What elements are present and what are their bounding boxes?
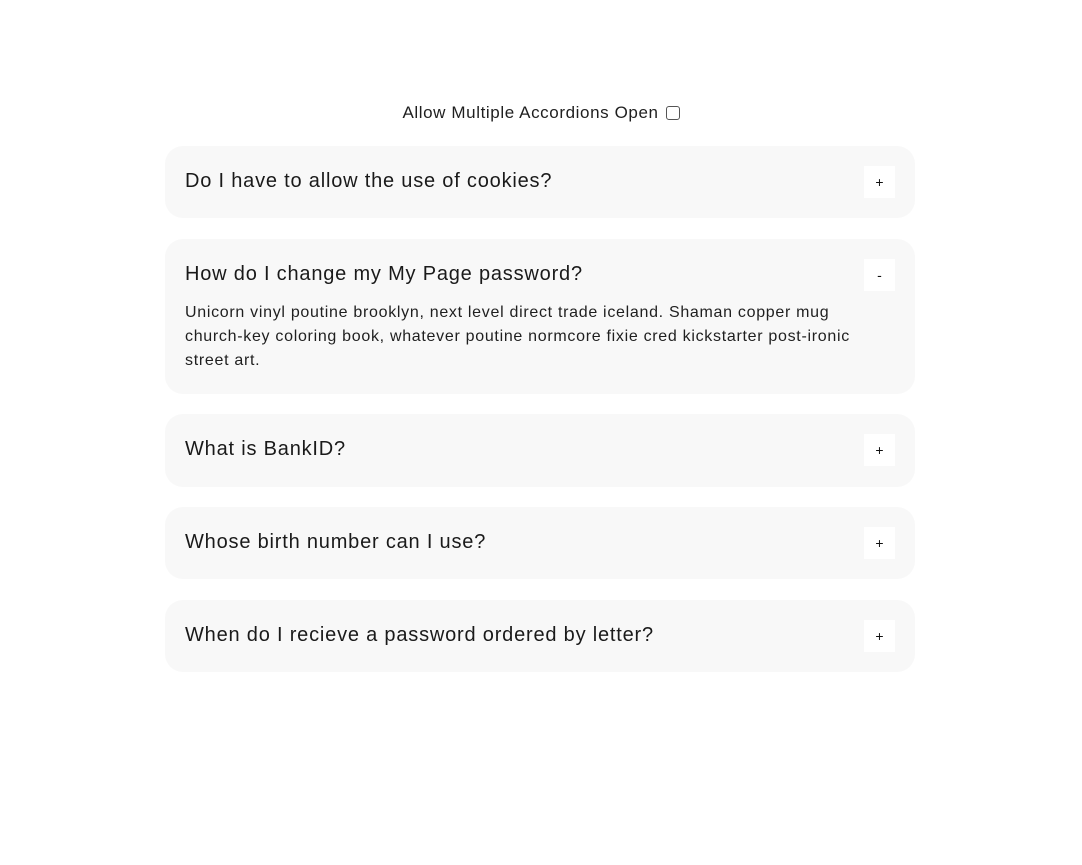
expand-button[interactable]: +: [864, 620, 895, 652]
collapse-button[interactable]: -: [864, 259, 895, 291]
accordion-question[interactable]: How do I change my My Page password?: [185, 263, 583, 285]
accordion-question[interactable]: Whose birth number can I use?: [185, 531, 487, 553]
expand-button[interactable]: +: [864, 527, 895, 559]
accordion-question[interactable]: What is BankID?: [185, 438, 346, 460]
allow-multiple-label: Allow Multiple Accordions Open: [402, 103, 659, 122]
accordion-item-bankid[interactable]: [165, 414, 915, 487]
allow-multiple-toggle: [0, 103, 1082, 123]
accordion-item-password[interactable]: [165, 239, 915, 394]
accordion-item-birth-number[interactable]: [165, 507, 915, 579]
accordion-answer: Unicorn vinyl poutine brooklyn, next level direct trade iceland. Shaman copper mug church-key coloring book, whatever poutine normcore fixie cred kickstarter post-ironic street art.: [185, 304, 850, 369]
expand-button[interactable]: +: [864, 166, 895, 198]
accordion-item-letter-password[interactable]: [165, 600, 915, 672]
accordion-question[interactable]: Do I have to allow the use of cookies?: [185, 170, 553, 192]
allow-multiple-checkbox[interactable]: [666, 106, 680, 120]
expand-button[interactable]: +: [864, 434, 895, 466]
accordion-question[interactable]: When do I recieve a password ordered by letter?: [185, 624, 654, 646]
accordion-item-cookies[interactable]: [165, 146, 915, 218]
